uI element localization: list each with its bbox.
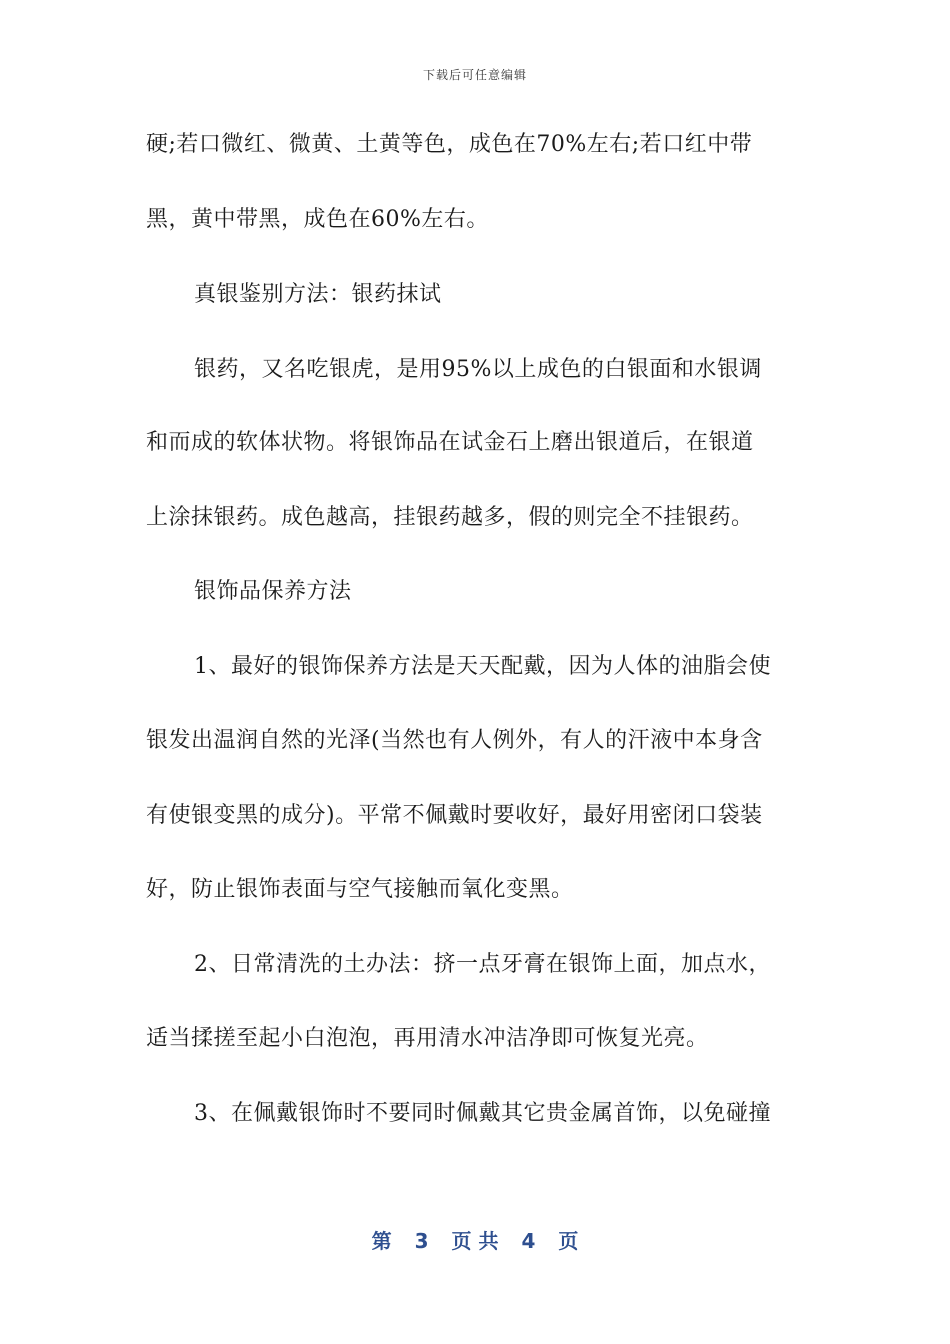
paragraph-line: 上涂抹银药。成色越高，挂银药越多，假的则完全不挂银药。 <box>146 505 754 530</box>
paragraph-line: 3、在佩戴银饰时不要同时佩戴其它贵金属首饰，以免碰撞 <box>194 1101 771 1126</box>
paragraph-line: 银药，又名吃银虎，是用95%以上成色的白银面和水银调 <box>194 357 762 382</box>
total-page-number: 4 <box>521 1229 536 1253</box>
footer-label-di: 第 <box>371 1229 392 1253</box>
paragraph-line: 1、最好的银饰保养方法是天天配戴，因为人体的油脂会使 <box>194 654 771 679</box>
paragraph-line: 有使银变黑的成分)。平常不佩戴时要收好，最好用密闭口袋装 <box>146 803 763 828</box>
paragraph-line: 和而成的软体状物。将银饰品在试金石上磨出银道后，在银道 <box>146 430 754 455</box>
paragraph-line: 银发出温润自然的光泽(当然也有人例外，有人的汗液中本身含 <box>146 728 763 753</box>
paragraph-line: 适当揉搓至起小白泡泡，再用清水冲洁净即可恢复光亮。 <box>146 1026 709 1051</box>
section-heading: 银饰品保养方法 <box>194 579 352 604</box>
current-page-number: 3 <box>414 1229 429 1253</box>
paragraph-line: 黑，黄中带黑，成色在60%左右。 <box>146 207 489 232</box>
paragraph-line: 好，防止银饰表面与空气接触而氧化变黑。 <box>146 877 574 902</box>
footer-label-ye-gong: 页 共 <box>451 1229 499 1253</box>
footer-label-ye: 页 <box>558 1229 579 1253</box>
page-header: 下载后可任意编辑 <box>422 68 527 82</box>
paragraph-line: 硬;若口微红、微黄、土黄等色，成色在70%左右;若口红中带 <box>146 132 753 157</box>
page-footer <box>0 1225 950 1254</box>
paragraph-line: 2、日常清洗的土办法：挤一点牙膏在银饰上面，加点水， <box>194 952 771 977</box>
section-heading: 真银鉴别方法：银药抹试 <box>194 282 442 307</box>
